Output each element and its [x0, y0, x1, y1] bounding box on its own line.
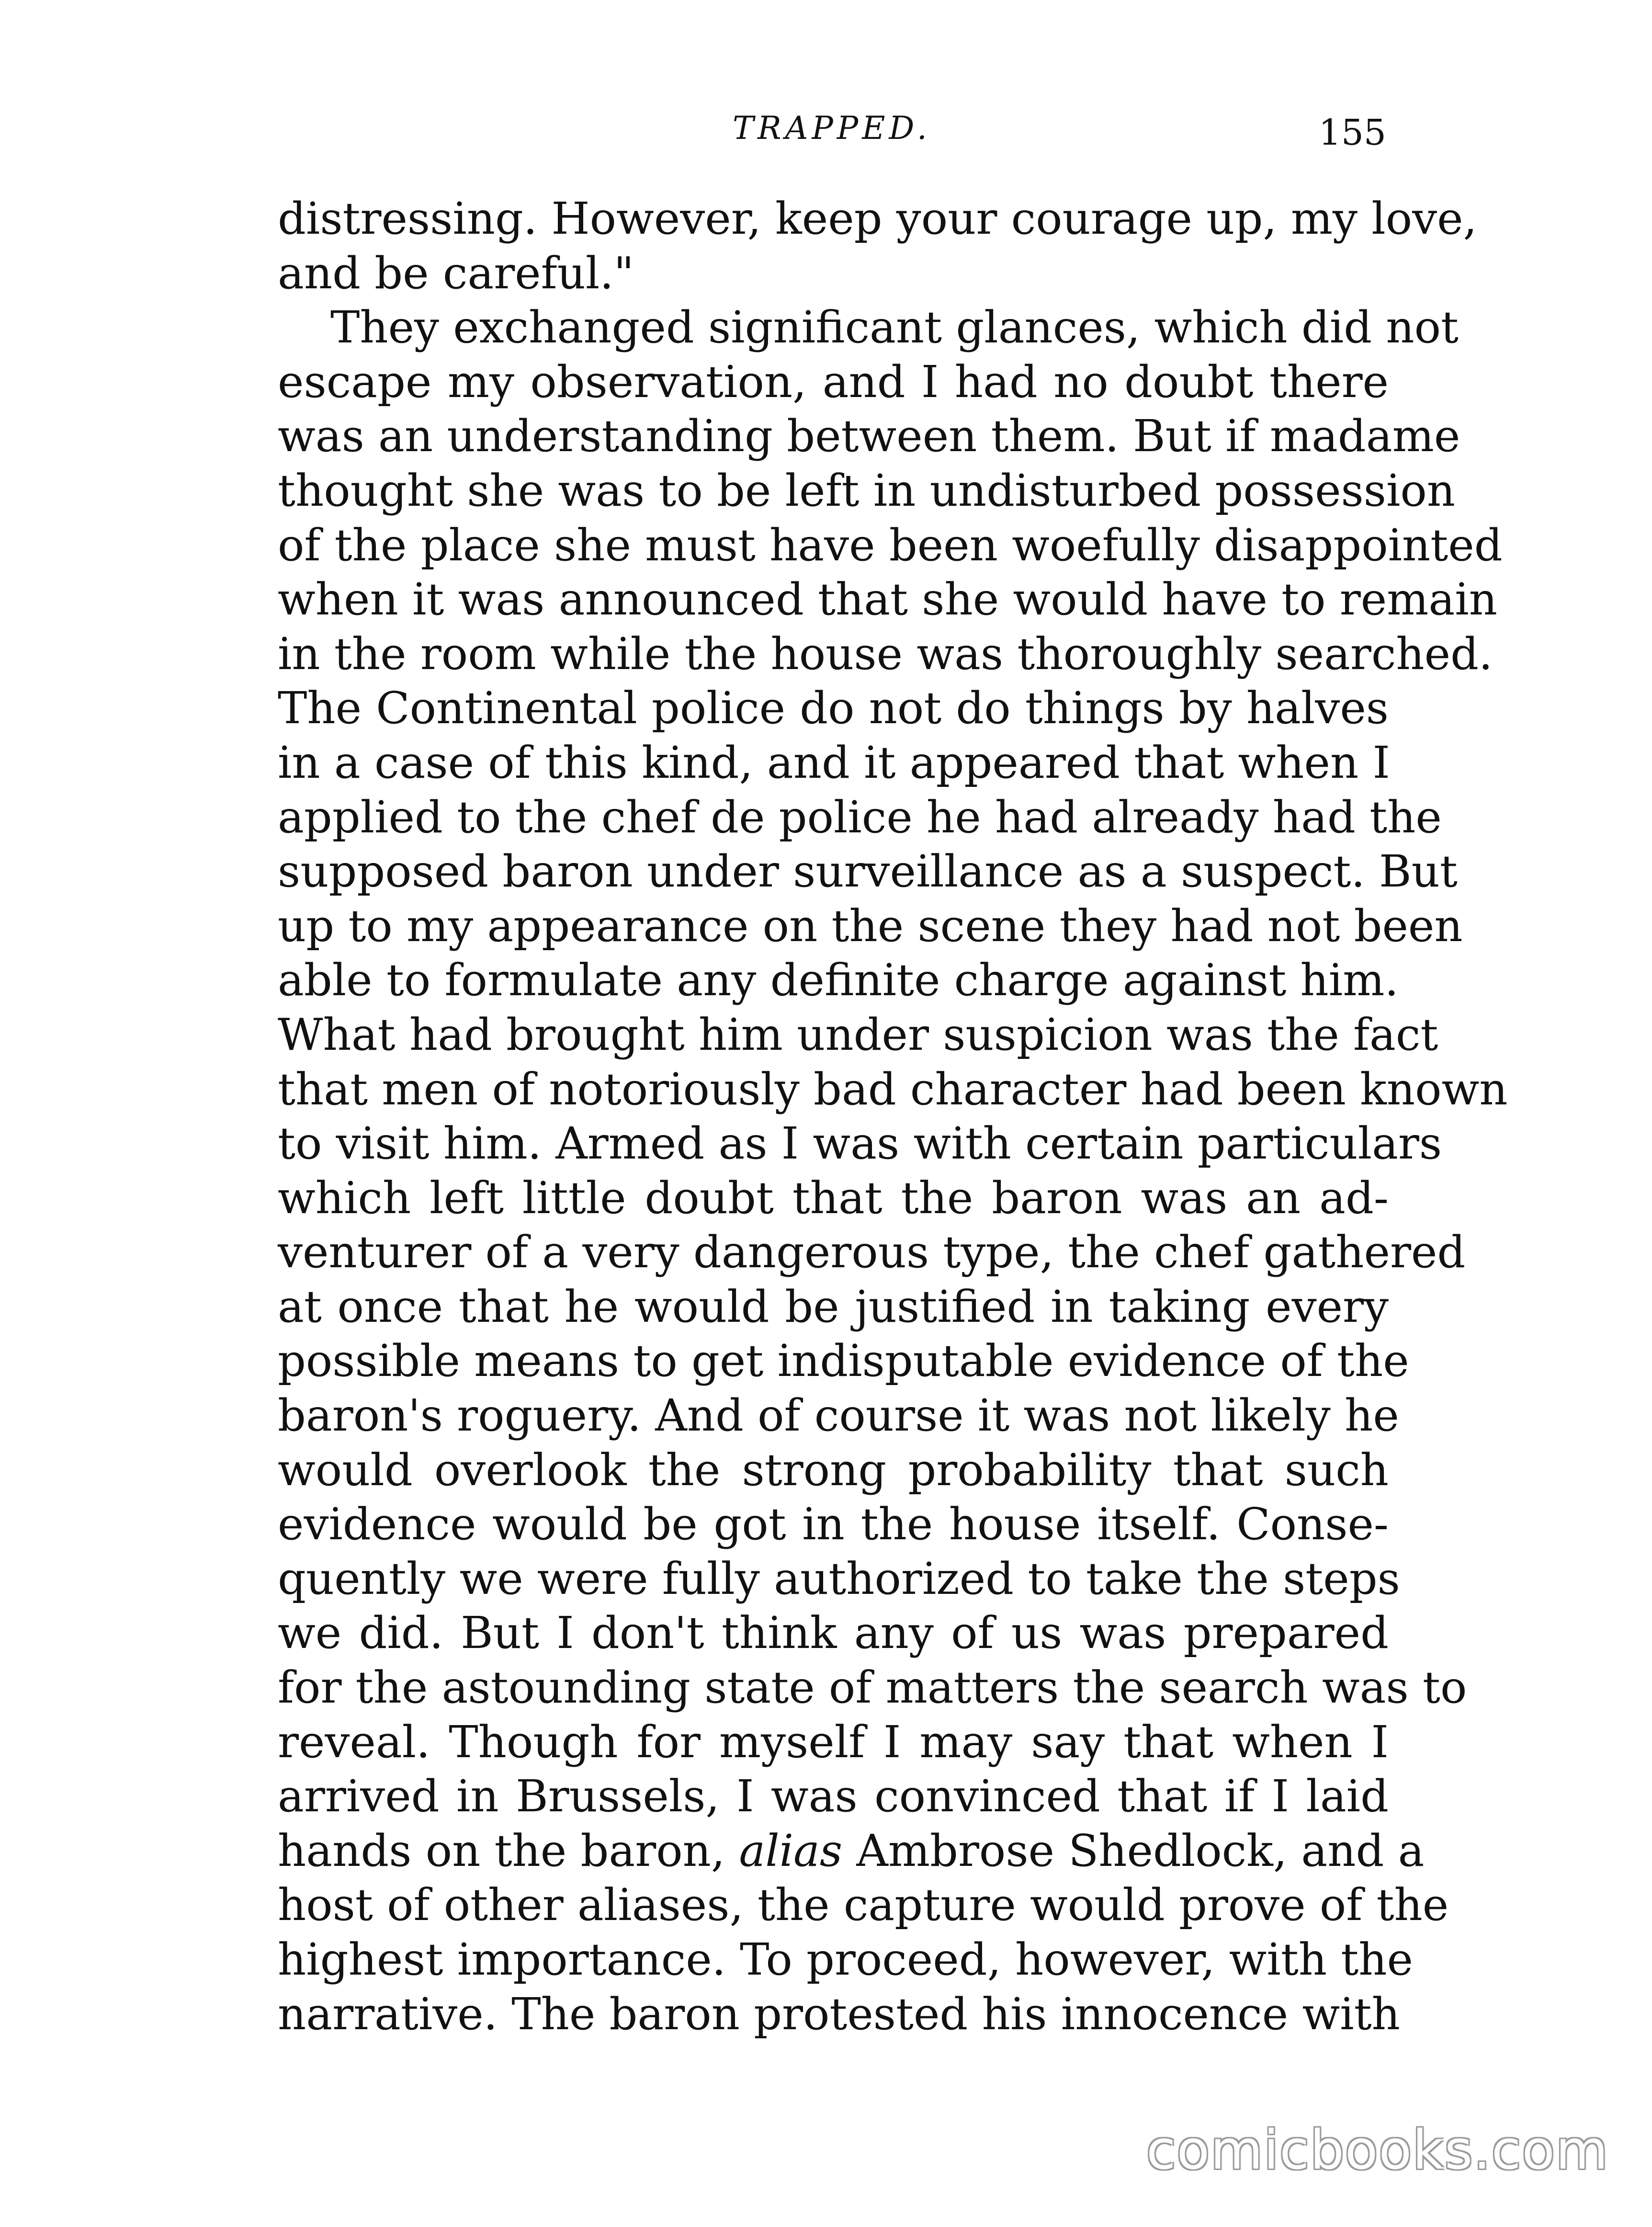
text-line: that men of notoriously bad character had been known — [278, 1063, 1508, 1115]
line-segment: hands on the baron, — [278, 1825, 725, 1876]
text-line: and be careful." — [278, 247, 634, 299]
text-line: evidence would be got in the house itself. Conse- — [278, 1499, 1389, 1550]
page-number: 155 — [1318, 112, 1386, 153]
text-line-with-italic — [278, 1824, 1425, 1878]
text-line: up to my appearance on the scene they had not been — [278, 900, 1463, 952]
text-line: escape my observation, and I had no doubt there — [278, 356, 1389, 408]
body-text — [278, 192, 1508, 2041]
text-line: of the place she must have been woefully disappointed — [278, 519, 1503, 571]
text-line: baron's roguery. And of course it was not likely he — [278, 1390, 1399, 1442]
text-line: we did. But I don't think any of us was prepared — [278, 1607, 1389, 1659]
text-line: What had brought him under suspicion was the fact — [278, 1009, 1438, 1060]
text-line: They exchanged significant glances, which did not — [330, 302, 1459, 353]
text-line: quently we were fully authorized to take the steps — [278, 1553, 1400, 1604]
text-line: to visit him. Armed as I was with certain particulars — [278, 1118, 1442, 1170]
text-line: arrived in Brussels, I was convinced that if I laid — [278, 1771, 1389, 1822]
text-line: host of other aliases, the capture would prove of the — [278, 1879, 1449, 1931]
text-line: in the room while the house was thoroughly searched. — [278, 628, 1493, 680]
text-line: thought she was to be left in undisturbed possession — [278, 465, 1456, 516]
text-line: highest importance. To proceed, however, with the — [278, 1934, 1413, 1985]
text-line: distressing. However, keep your courage up, my love, — [278, 193, 1477, 244]
site-watermark: comicbooks.com — [1146, 2119, 1609, 2182]
text-line: applied to the chef de police he had already had the — [278, 791, 1442, 843]
text-line: was an understanding between them. But if madame — [278, 410, 1460, 462]
text-line: in a case of this kind, and it appeared that when I — [278, 737, 1390, 788]
text-line: The Continental police do not do things by halves — [278, 682, 1389, 734]
running-head-title: TRAPPED. — [733, 110, 931, 147]
text-line: supposed baron under surveillance as a suspect. But — [278, 846, 1458, 898]
text-line: reveal. Though for myself I may say that when I — [278, 1716, 1389, 1768]
text-line: for the astounding state of matters the search was to — [278, 1662, 1467, 1714]
text-line: possible means to get indisputable evidence of the — [278, 1335, 1409, 1387]
text-line: venturer of a very dangerous type, the chef gathered — [278, 1227, 1466, 1278]
text-line: narrative. The baron protested his innocence with — [278, 1988, 1400, 2040]
line-segment: Ambrose Shedlock, and a — [856, 1825, 1425, 1876]
text-line: at once that he would be justified in taking every — [278, 1281, 1389, 1332]
text-line: when it was announced that she would have to remain — [278, 574, 1497, 625]
text-line: which left little doubt that the baron was an ad- — [278, 1172, 1389, 1224]
text-line: would overlook the strong probability that such — [278, 1444, 1389, 1496]
italic-word-alias: alias — [739, 1825, 843, 1876]
text-line: able to formulate any definite charge against him. — [278, 954, 1399, 1006]
